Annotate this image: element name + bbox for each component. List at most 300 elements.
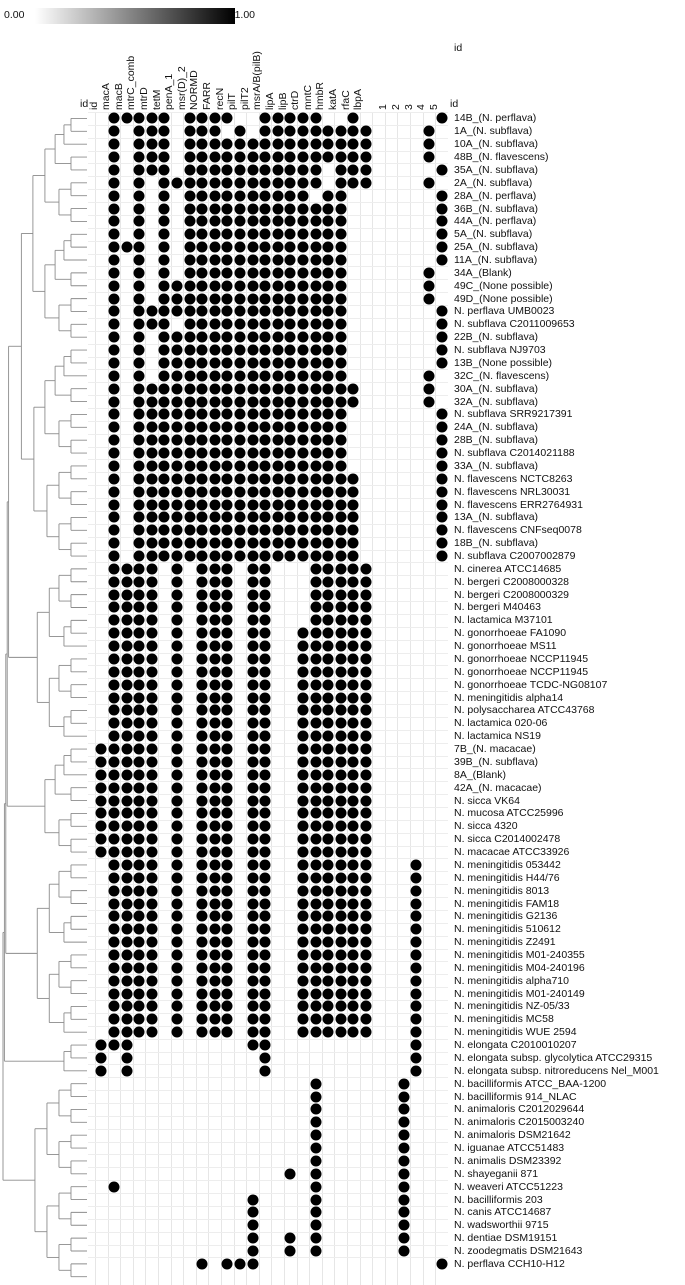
heatmap-cell bbox=[171, 962, 182, 973]
presence-absence-grid bbox=[88, 40, 448, 1285]
grid-line-horizontal bbox=[88, 1180, 448, 1181]
heatmap-cell bbox=[247, 872, 258, 883]
heatmap-cell bbox=[146, 821, 157, 832]
heatmap-cell bbox=[310, 152, 321, 163]
heatmap-cell bbox=[260, 448, 271, 459]
heatmap-cell bbox=[108, 911, 119, 922]
heatmap-cell bbox=[436, 499, 447, 510]
heatmap-cell bbox=[247, 1233, 258, 1244]
heatmap-cell bbox=[171, 551, 182, 562]
heatmap-cell bbox=[197, 216, 208, 227]
heatmap-cell bbox=[323, 898, 334, 909]
heatmap-cell bbox=[423, 267, 434, 278]
heatmap-cell bbox=[335, 808, 346, 819]
heatmap-cell bbox=[348, 589, 359, 600]
heatmap-cell bbox=[234, 473, 245, 484]
column-label-lipb: lipB bbox=[276, 92, 289, 110]
heatmap-cell bbox=[348, 396, 359, 407]
heatmap-cell bbox=[272, 332, 283, 343]
heatmap-cell bbox=[348, 473, 359, 484]
row-label: N. wadsworthii 9715 bbox=[454, 1219, 549, 1232]
heatmap-cell bbox=[197, 756, 208, 767]
heatmap-cell bbox=[171, 435, 182, 446]
heatmap-cell bbox=[260, 229, 271, 240]
heatmap-cell bbox=[222, 499, 233, 510]
heatmap-cell bbox=[222, 383, 233, 394]
heatmap-cell bbox=[134, 576, 145, 587]
heatmap-cell bbox=[209, 795, 220, 806]
heatmap-cell bbox=[121, 653, 132, 664]
heatmap-cell bbox=[310, 164, 321, 175]
heatmap-cell bbox=[310, 1143, 321, 1154]
heatmap-cell bbox=[121, 589, 132, 600]
heatmap-cell bbox=[260, 937, 271, 948]
row-label: 48B_(N. flavescens) bbox=[454, 151, 549, 164]
heatmap-cell bbox=[247, 152, 258, 163]
heatmap-cell bbox=[171, 898, 182, 909]
heatmap-cell bbox=[184, 448, 195, 459]
heatmap-cell bbox=[222, 267, 233, 278]
heatmap-cell bbox=[297, 499, 308, 510]
heatmap-cell bbox=[260, 911, 271, 922]
heatmap-cell bbox=[108, 731, 119, 742]
heatmap-cell bbox=[285, 448, 296, 459]
heatmap-cell bbox=[134, 280, 145, 291]
row-label: N. gonorrhoeae FA1090 bbox=[454, 627, 567, 640]
heatmap-cell bbox=[260, 460, 271, 471]
heatmap-cell bbox=[234, 332, 245, 343]
heatmap-cell bbox=[247, 139, 258, 150]
heatmap-cell bbox=[247, 731, 258, 742]
heatmap-cell bbox=[171, 293, 182, 304]
heatmap-cell bbox=[260, 718, 271, 729]
heatmap-cell bbox=[222, 255, 233, 266]
heatmap-cell bbox=[121, 1065, 132, 1076]
heatmap-cell bbox=[222, 460, 233, 471]
heatmap-cell bbox=[310, 847, 321, 858]
heatmap-cell bbox=[209, 705, 220, 716]
heatmap-cell bbox=[260, 293, 271, 304]
heatmap-cell bbox=[335, 332, 346, 343]
heatmap-cell bbox=[260, 306, 271, 317]
heatmap-cell bbox=[222, 859, 233, 870]
heatmap-cell bbox=[323, 126, 334, 137]
column-label-id-right: id bbox=[450, 98, 459, 110]
heatmap-cell bbox=[247, 975, 258, 986]
heatmap-cell bbox=[222, 885, 233, 896]
heatmap-cell bbox=[323, 1014, 334, 1025]
heatmap-cell bbox=[297, 422, 308, 433]
heatmap-cell bbox=[348, 126, 359, 137]
heatmap-cell bbox=[260, 576, 271, 587]
heatmap-cell bbox=[247, 602, 258, 613]
column-label-lipa: lipA bbox=[263, 92, 276, 110]
heatmap-cell bbox=[436, 512, 447, 523]
heatmap-cell bbox=[272, 190, 283, 201]
heatmap-cell bbox=[335, 576, 346, 587]
column-label-4: 4 bbox=[415, 104, 428, 110]
heatmap-cell bbox=[247, 1040, 258, 1051]
heatmap-cell bbox=[297, 306, 308, 317]
grid-line-horizontal bbox=[88, 1116, 448, 1117]
heatmap-cell bbox=[360, 962, 371, 973]
column-label-farr: FARR bbox=[200, 81, 213, 110]
heatmap-cell bbox=[411, 885, 422, 896]
heatmap-cell bbox=[348, 666, 359, 677]
heatmap-cell bbox=[348, 937, 359, 948]
row-label: N. zoodegmatis DSM21643 bbox=[454, 1244, 583, 1257]
heatmap-cell bbox=[134, 190, 145, 201]
heatmap-cell bbox=[285, 512, 296, 523]
heatmap-cell bbox=[197, 898, 208, 909]
heatmap-cell bbox=[134, 615, 145, 626]
row-label: 39B_(N. subflava) bbox=[454, 755, 539, 768]
heatmap-cell bbox=[184, 409, 195, 420]
heatmap-cell bbox=[335, 898, 346, 909]
heatmap-cell bbox=[146, 872, 157, 883]
heatmap-cell bbox=[272, 177, 283, 188]
heatmap-cell bbox=[197, 937, 208, 948]
heatmap-cell bbox=[323, 267, 334, 278]
row-label: 10A_(N. subflava) bbox=[454, 138, 539, 151]
heatmap-cell bbox=[348, 113, 359, 124]
heatmap-cell bbox=[310, 1078, 321, 1089]
heatmap-cell bbox=[121, 1052, 132, 1063]
heatmap-cell bbox=[184, 512, 195, 523]
heatmap-cell bbox=[260, 345, 271, 356]
heatmap-cell bbox=[108, 396, 119, 407]
heatmap-cell bbox=[297, 769, 308, 780]
heatmap-cell bbox=[360, 1001, 371, 1012]
heatmap-cell bbox=[121, 718, 132, 729]
heatmap-cell bbox=[310, 1091, 321, 1102]
heatmap-cell bbox=[197, 370, 208, 381]
heatmap-cell bbox=[360, 177, 371, 188]
heatmap-cell bbox=[436, 113, 447, 124]
row-label: 28A_(N. perflava) bbox=[454, 189, 537, 202]
column-label-rfac: rfaC bbox=[339, 90, 352, 110]
heatmap-cell bbox=[323, 319, 334, 330]
heatmap-cell bbox=[121, 1040, 132, 1051]
row-label: N. meningitidis M01-240355 bbox=[454, 948, 585, 961]
heatmap-cell bbox=[297, 345, 308, 356]
heatmap-cell bbox=[171, 280, 182, 291]
heatmap-cell bbox=[247, 280, 258, 291]
heatmap-cell bbox=[146, 937, 157, 948]
heatmap-cell bbox=[323, 949, 334, 960]
heatmap-cell bbox=[134, 666, 145, 677]
heatmap-cell bbox=[360, 679, 371, 690]
heatmap-cell bbox=[310, 1181, 321, 1192]
heatmap-cell bbox=[360, 139, 371, 150]
heatmap-cell bbox=[209, 242, 220, 253]
heatmap-cell bbox=[209, 319, 220, 330]
heatmap-cell bbox=[260, 1040, 271, 1051]
heatmap-cell bbox=[297, 293, 308, 304]
heatmap-cell bbox=[310, 332, 321, 343]
heatmap-cell bbox=[197, 499, 208, 510]
heatmap-cell bbox=[146, 679, 157, 690]
heatmap-cell bbox=[222, 872, 233, 883]
heatmap-cell bbox=[159, 435, 170, 446]
heatmap-cell bbox=[297, 628, 308, 639]
heatmap-cell bbox=[335, 628, 346, 639]
heatmap-cell bbox=[184, 357, 195, 368]
heatmap-cell bbox=[247, 1194, 258, 1205]
heatmap-cell bbox=[108, 705, 119, 716]
row-label: N. meningitidis alpha14 bbox=[454, 691, 564, 704]
heatmap-cell bbox=[222, 898, 233, 909]
heatmap-cell bbox=[159, 409, 170, 420]
heatmap-cell bbox=[108, 576, 119, 587]
heatmap-cell bbox=[260, 872, 271, 883]
heatmap-cell bbox=[285, 409, 296, 420]
heatmap-cell bbox=[146, 486, 157, 497]
heatmap-cell bbox=[146, 924, 157, 935]
heatmap-cell bbox=[171, 345, 182, 356]
heatmap-cell bbox=[234, 126, 245, 137]
heatmap-cell bbox=[197, 164, 208, 175]
heatmap-cell bbox=[134, 589, 145, 600]
heatmap-cell bbox=[108, 357, 119, 368]
heatmap-cell bbox=[146, 898, 157, 909]
heatmap-cell bbox=[108, 641, 119, 652]
heatmap-cell bbox=[335, 653, 346, 664]
heatmap-cell bbox=[159, 229, 170, 240]
heatmap-cell bbox=[323, 563, 334, 574]
heatmap-cell bbox=[184, 113, 195, 124]
heatmap-cell bbox=[184, 139, 195, 150]
heatmap-cell bbox=[171, 731, 182, 742]
heatmap-cell bbox=[247, 512, 258, 523]
heatmap-cell bbox=[222, 769, 233, 780]
heatmap-cell bbox=[323, 834, 334, 845]
heatmap-cell bbox=[360, 692, 371, 703]
row-label: N. perflava UMB0023 bbox=[454, 305, 555, 318]
heatmap-cell bbox=[310, 113, 321, 124]
heatmap-cell bbox=[234, 486, 245, 497]
heatmap-cell bbox=[108, 795, 119, 806]
heatmap-cell bbox=[348, 859, 359, 870]
heatmap-cell bbox=[348, 602, 359, 613]
heatmap-cell bbox=[108, 756, 119, 767]
heatmap-cell bbox=[360, 641, 371, 652]
heatmap-cell bbox=[260, 898, 271, 909]
heatmap-cell bbox=[247, 190, 258, 201]
heatmap-cell bbox=[209, 898, 220, 909]
heatmap-cell bbox=[222, 486, 233, 497]
heatmap-cell bbox=[222, 821, 233, 832]
heatmap-cell bbox=[260, 988, 271, 999]
heatmap-cell bbox=[108, 563, 119, 574]
heatmap-cell bbox=[323, 576, 334, 587]
heatmap-cell bbox=[234, 525, 245, 536]
heatmap-cell bbox=[108, 422, 119, 433]
heatmap-cell bbox=[335, 177, 346, 188]
heatmap-cell bbox=[146, 306, 157, 317]
heatmap-cell bbox=[272, 152, 283, 163]
color-scale-legend bbox=[4, 8, 255, 24]
heatmap-cell bbox=[184, 126, 195, 137]
heatmap-cell bbox=[209, 409, 220, 420]
heatmap-cell bbox=[184, 319, 195, 330]
heatmap-cell bbox=[96, 756, 107, 767]
heatmap-cell bbox=[247, 666, 258, 677]
heatmap-cell bbox=[108, 293, 119, 304]
grid-line-horizontal bbox=[88, 1206, 448, 1207]
heatmap-cell bbox=[134, 113, 145, 124]
heatmap-cell bbox=[222, 448, 233, 459]
heatmap-cell bbox=[108, 139, 119, 150]
heatmap-cell bbox=[197, 666, 208, 677]
heatmap-cell bbox=[348, 628, 359, 639]
heatmap-cell bbox=[335, 435, 346, 446]
heatmap-cell bbox=[159, 242, 170, 253]
heatmap-cell bbox=[335, 756, 346, 767]
heatmap-cell bbox=[297, 357, 308, 368]
grid-line-horizontal bbox=[88, 1219, 448, 1220]
heatmap-cell bbox=[121, 744, 132, 755]
column-label-id: id bbox=[87, 101, 100, 110]
heatmap-cell bbox=[411, 924, 422, 935]
heatmap-cell bbox=[272, 306, 283, 317]
heatmap-cell bbox=[197, 357, 208, 368]
heatmap-cell bbox=[222, 589, 233, 600]
heatmap-cell bbox=[360, 782, 371, 793]
heatmap-cell bbox=[197, 126, 208, 137]
heatmap-cell bbox=[310, 229, 321, 240]
heatmap-cell bbox=[411, 975, 422, 986]
heatmap-cell bbox=[222, 924, 233, 935]
heatmap-cell bbox=[121, 242, 132, 253]
heatmap-cell bbox=[335, 448, 346, 459]
heatmap-cell bbox=[171, 769, 182, 780]
heatmap-cell bbox=[323, 255, 334, 266]
heatmap-cell bbox=[108, 332, 119, 343]
heatmap-cell bbox=[260, 190, 271, 201]
heatmap-cell bbox=[146, 512, 157, 523]
heatmap-cell bbox=[134, 821, 145, 832]
heatmap-cell bbox=[146, 705, 157, 716]
heatmap-cell bbox=[260, 589, 271, 600]
column-label-tetm: tetM bbox=[150, 89, 163, 110]
heatmap-cell bbox=[348, 152, 359, 163]
heatmap-cell bbox=[348, 525, 359, 536]
heatmap-cell bbox=[310, 319, 321, 330]
heatmap-cell bbox=[209, 924, 220, 935]
row-label: N. flavescens CNFseq0078 bbox=[454, 524, 582, 537]
row-label: N. bacilliformis ATCC_BAA-1200 bbox=[454, 1077, 607, 1090]
heatmap-cell bbox=[348, 988, 359, 999]
heatmap-cell bbox=[323, 216, 334, 227]
heatmap-cell bbox=[247, 859, 258, 870]
heatmap-cell bbox=[134, 834, 145, 845]
heatmap-cell bbox=[146, 126, 157, 137]
heatmap-cell bbox=[335, 589, 346, 600]
heatmap-cell bbox=[171, 692, 182, 703]
heatmap-cell bbox=[310, 576, 321, 587]
heatmap-cell bbox=[134, 885, 145, 896]
heatmap-cell bbox=[335, 460, 346, 471]
heatmap-cell bbox=[222, 512, 233, 523]
heatmap-cell bbox=[234, 203, 245, 214]
heatmap-cell bbox=[260, 332, 271, 343]
heatmap-cell bbox=[209, 653, 220, 664]
heatmap-cell bbox=[121, 1027, 132, 1038]
heatmap-cell bbox=[146, 859, 157, 870]
heatmap-cell bbox=[411, 1001, 422, 1012]
heatmap-cell bbox=[247, 345, 258, 356]
heatmap-cell bbox=[297, 216, 308, 227]
heatmap-cell bbox=[146, 615, 157, 626]
heatmap-cell bbox=[146, 152, 157, 163]
heatmap-cell bbox=[108, 551, 119, 562]
heatmap-cell bbox=[197, 924, 208, 935]
heatmap-cell bbox=[146, 769, 157, 780]
heatmap-cell bbox=[260, 486, 271, 497]
heatmap-cell bbox=[260, 782, 271, 793]
heatmap-cell bbox=[297, 190, 308, 201]
heatmap-cell bbox=[146, 988, 157, 999]
row-label: N. meningitidis FAM18 bbox=[454, 897, 560, 910]
heatmap-cell bbox=[171, 486, 182, 497]
heatmap-cell bbox=[323, 641, 334, 652]
heatmap-cell bbox=[121, 898, 132, 909]
heatmap-cell bbox=[436, 357, 447, 368]
row-label: N. subflava C2011009653 bbox=[454, 318, 575, 331]
heatmap-cell bbox=[197, 525, 208, 536]
heatmap-cell bbox=[222, 988, 233, 999]
heatmap-cell bbox=[360, 924, 371, 935]
heatmap-cell bbox=[285, 203, 296, 214]
heatmap-cell bbox=[247, 641, 258, 652]
heatmap-cell bbox=[247, 911, 258, 922]
heatmap-cell bbox=[423, 139, 434, 150]
heatmap-cell bbox=[171, 1014, 182, 1025]
heatmap-cell bbox=[360, 126, 371, 137]
heatmap-cell bbox=[146, 782, 157, 793]
row-label: 18B_(N. subflava) bbox=[454, 537, 539, 550]
heatmap-cell bbox=[335, 242, 346, 253]
grid-line-horizontal bbox=[88, 1103, 448, 1104]
heatmap-cell bbox=[121, 1014, 132, 1025]
heatmap-cell bbox=[108, 383, 119, 394]
heatmap-cell bbox=[360, 666, 371, 677]
heatmap-cell bbox=[121, 872, 132, 883]
heatmap-cell bbox=[348, 731, 359, 742]
heatmap-cell bbox=[323, 538, 334, 549]
heatmap-cell bbox=[348, 139, 359, 150]
heatmap-cell bbox=[197, 718, 208, 729]
heatmap-cell bbox=[134, 370, 145, 381]
heatmap-cell bbox=[348, 615, 359, 626]
heatmap-cell bbox=[108, 409, 119, 420]
heatmap-cell bbox=[146, 692, 157, 703]
heatmap-cell bbox=[436, 203, 447, 214]
heatmap-cell bbox=[146, 666, 157, 677]
heatmap-cell bbox=[121, 641, 132, 652]
heatmap-cell bbox=[209, 357, 220, 368]
heatmap-cell bbox=[121, 962, 132, 973]
heatmap-cell bbox=[222, 293, 233, 304]
heatmap-cell bbox=[159, 216, 170, 227]
heatmap-cell bbox=[436, 229, 447, 240]
column-label-mntc: mntC bbox=[301, 84, 314, 110]
heatmap-cell bbox=[108, 615, 119, 626]
heatmap-cell bbox=[310, 666, 321, 677]
heatmap-cell bbox=[222, 679, 233, 690]
heatmap-cell bbox=[310, 345, 321, 356]
